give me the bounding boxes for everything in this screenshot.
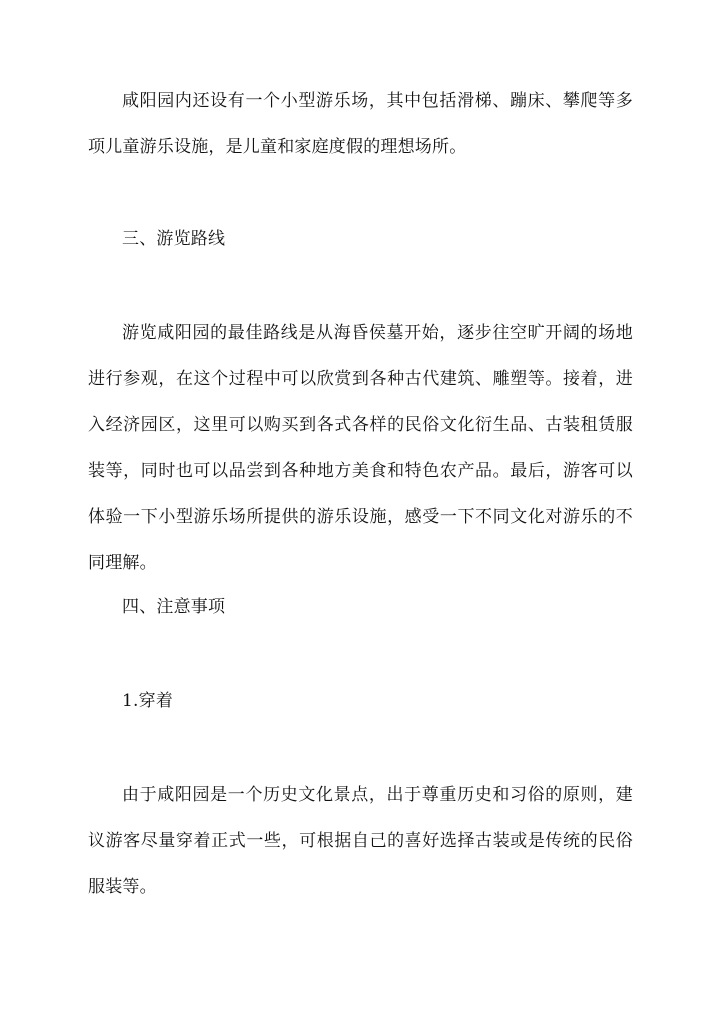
- heading-tour-route: 三、游览路线: [122, 229, 226, 249]
- paragraph-playground: 咸阳园内还设有一个小型游乐场，其中包括滑梯、蹦床、攀爬等多项儿童游乐设施，是儿童和家庭度假的理想场所。: [88, 91, 633, 157]
- paragraph-clothing: 由于咸阳园是一个历史文化景点，出于尊重历史和习俗的原则，建议游客尽量穿着正式一些，可根据自己的喜好选择古装或是传统的民俗服装等。: [88, 785, 633, 897]
- paragraph-tour-route: 游览咸阳园的最佳路线是从海昏侯墓开始，逐步往空旷开阔的场地进行参观，在这个过程中可以欣赏到各种古代建筑、雕塑等。接着，进入经济园区，这里可以购买到各式各样的民俗文化衍生品、古装租赁服装等，同时也可以品尝到各种地方美食和特色农产品。最后，游客可以体验一下小型游乐场所提供的游乐设施，感受一下不同文化对游乐的不同理解。: [88, 323, 633, 573]
- subheading-clothing: 1.穿着: [122, 691, 174, 711]
- heading-notes: 四、注意事项: [122, 597, 226, 617]
